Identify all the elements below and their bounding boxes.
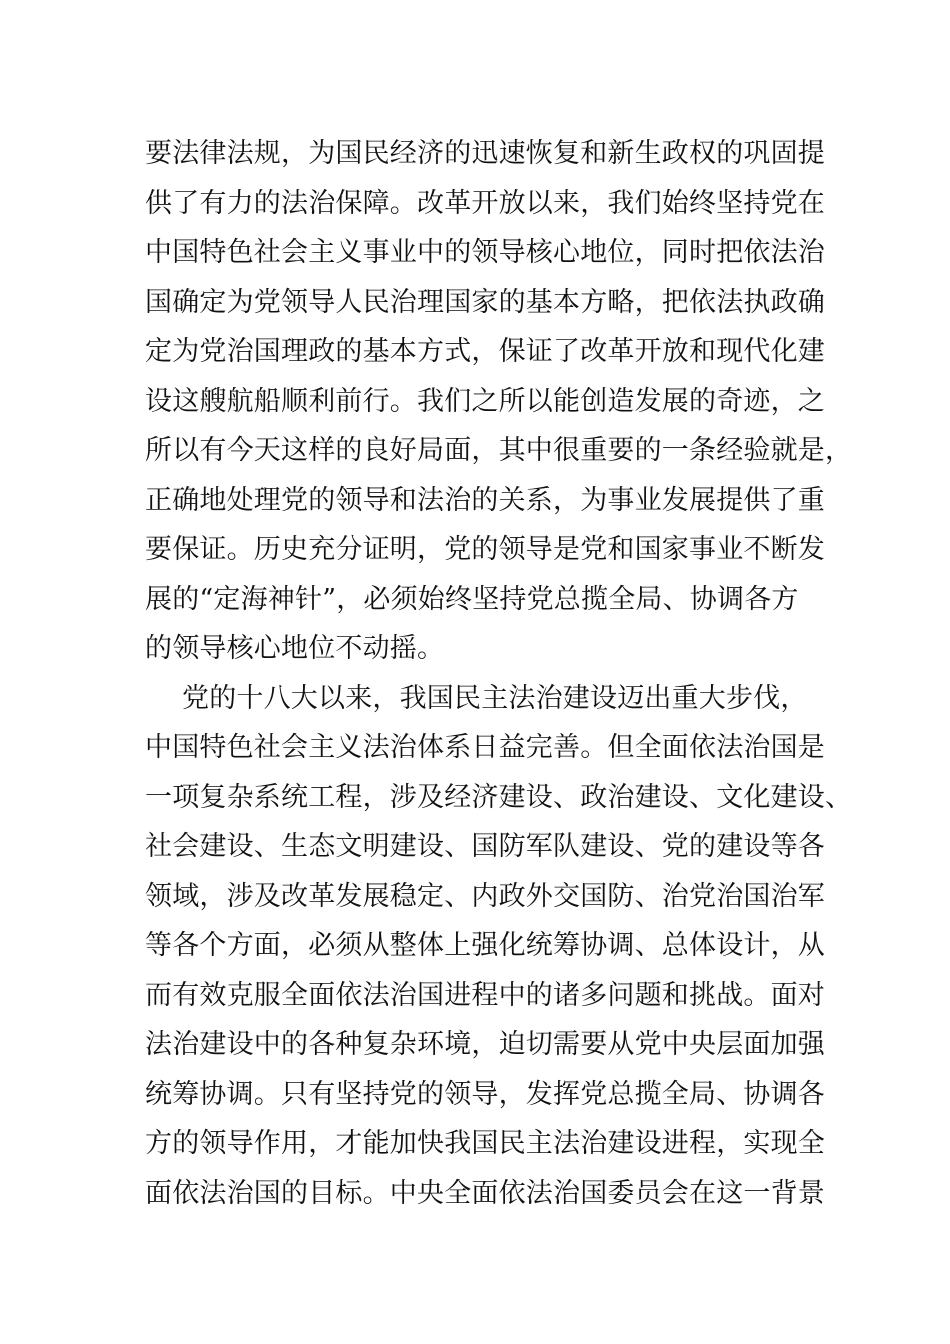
text-line: 等各个方面，必须从整体上强化统筹协调、总体设计，从 bbox=[145, 930, 825, 961]
text-line: 统筹协调。只有坚持党的领导，发挥党总揽全局、协调各 bbox=[145, 1078, 825, 1110]
text-line: 国确定为党领导人民治理国家的基本方略，把依法执政确 bbox=[145, 286, 825, 318]
text-line: 要保证。历史充分证明，党的领导是党和国家事业不断发 bbox=[145, 534, 825, 565]
text-line: 社会建设、生态文明建设、国防军队建设、党的建设等各 bbox=[145, 831, 825, 862]
text-line: 中国特色社会主义事业中的领导核心地位，同时把依法治 bbox=[145, 237, 825, 268]
text-line: 方的领导作用，才能加快我国民主法治建设进程，实现全 bbox=[145, 1128, 825, 1159]
text-line: 中国特色社会主义法治体系日益完善。但全面依法治国是 bbox=[145, 732, 825, 763]
text-line: 供了有力的法治保障。改革开放以来，我们始终坚持党在 bbox=[145, 187, 825, 219]
text-line: 设这艘航船顺利前行。我们之所以能创造发展的奇迹，之 bbox=[145, 385, 825, 417]
text-line: 的领导核心地位不动摇。 bbox=[145, 633, 445, 664]
text-line: 而有效克服全面依法治国进程中的诸多问题和挑战。面对 bbox=[145, 979, 825, 1011]
text-line: 正确地处理党的领导和法治的关系，为事业发展提供了重 bbox=[145, 484, 825, 516]
text-line: 要法律法规，为国民经济的迅速恢复和新生政权的巩固提 bbox=[145, 138, 825, 169]
text-line: 法治建设中的各种复杂环境，迫切需要从党中央层面加强 bbox=[145, 1029, 825, 1060]
text-line: 面依法治国的目标。中央全面依法治国委员会在这一背景 bbox=[145, 1177, 825, 1209]
text-line: 所以有今天这样的良好局面，其中很重要的一条经验就是， bbox=[145, 435, 853, 466]
text-line: 一项复杂系统工程，涉及经济建设、政治建设、文化建设、 bbox=[145, 781, 853, 813]
text-line: 定为党治国理政的基本方式，保证了改革开放和现代化建 bbox=[145, 336, 825, 367]
text-line: 领域，涉及改革发展稳定、内政外交国防、治党治国治军 bbox=[145, 880, 825, 912]
body-text bbox=[145, 129, 853, 1218]
paragraph-first-line: 党的十八大以来，我国民主法治建设迈出重大步伐， bbox=[182, 682, 808, 714]
text-line: 展的“定海神针”，必须始终坚持党总揽全局、协调各方 bbox=[145, 583, 799, 615]
